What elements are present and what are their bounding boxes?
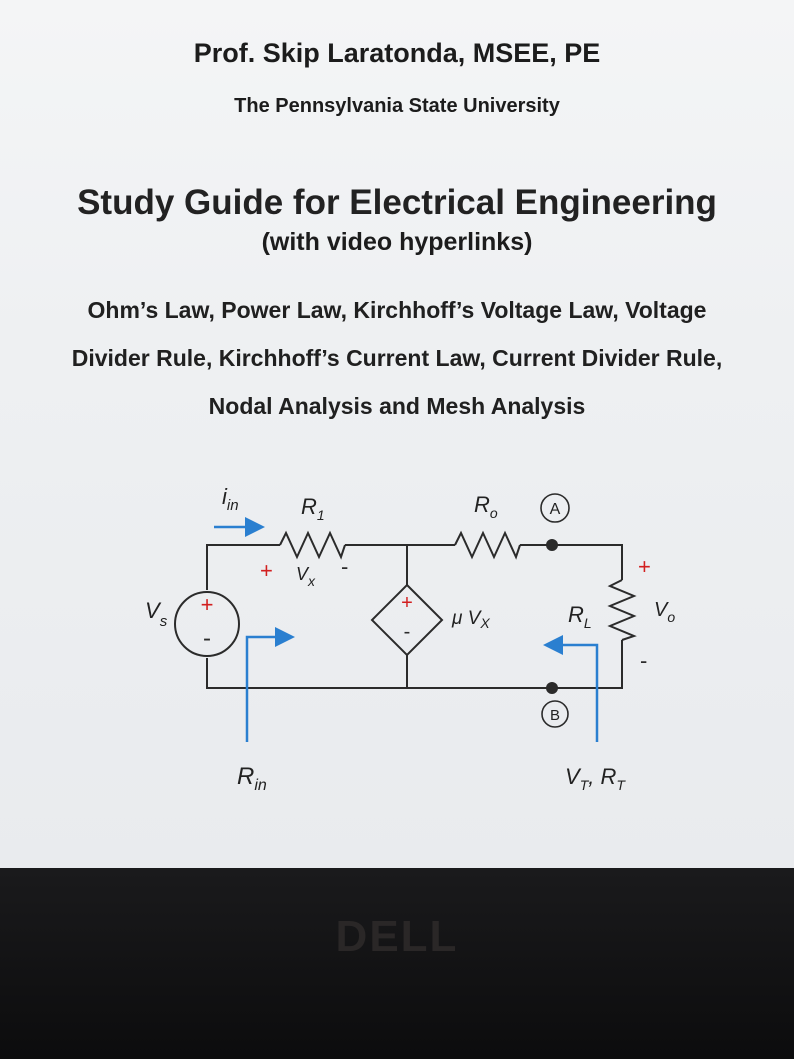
iin-label: $i_{in}$ (222, 484, 239, 514)
topics-line-1: Ohm’s Law, Power Law, Kirchhoff’s Voltage Law, Voltage (87, 297, 707, 323)
rl-label: $R_L$ (568, 602, 592, 631)
document-subtitle: (with video hyperlinks) (261, 228, 533, 256)
vs-minus-sign: - (203, 625, 211, 652)
r1-label: $R_1$ (301, 494, 325, 523)
node-a-label: A (549, 501, 561, 518)
vs-label: $V_s$ (145, 598, 168, 630)
vt-rt-label: $V_T$, $R_T$ (565, 764, 625, 793)
rin-arrow (247, 637, 290, 742)
dep-minus-sign: - (403, 621, 411, 643)
laptop-bezel (0, 868, 794, 1059)
resistor-rl (610, 580, 634, 640)
vs-plus-sign: + (200, 592, 214, 617)
dell-logo: DELL (335, 912, 459, 961)
circuit-diagram (0, 460, 794, 820)
ro-label: $R_o$ (474, 492, 498, 521)
topics-line-3: Nodal Analysis and Mesh Analysis (208, 393, 586, 419)
dep-source-label: μ $V_X$ (452, 608, 490, 631)
document-title: Study Guide for Electrical Engineering (77, 183, 717, 222)
vo-plus-sign: + (638, 554, 651, 579)
vo-label: $V_o$ (654, 599, 676, 625)
university-name: The Pennsylvania State University (234, 95, 560, 117)
vx-minus-sign: - (341, 554, 349, 579)
vx-label: $V_x$ (296, 564, 316, 589)
resistor-ro (455, 533, 520, 557)
vx-plus-sign: + (260, 558, 273, 583)
topics-line-2: Divider Rule, Kirchhoff’s Current Law, Current Divider Rule, (71, 345, 723, 371)
node-b-dot (546, 682, 558, 694)
dep-plus-sign: + (401, 592, 413, 614)
rin-label: $R_{in}$ (237, 763, 267, 794)
vo-minus-sign: - (640, 648, 648, 673)
node-b-label: B (549, 707, 561, 724)
author-name: Prof. Skip Laratonda, MSEE, PE (193, 38, 601, 68)
node-a-dot (546, 539, 558, 551)
resistor-r1 (280, 533, 345, 557)
